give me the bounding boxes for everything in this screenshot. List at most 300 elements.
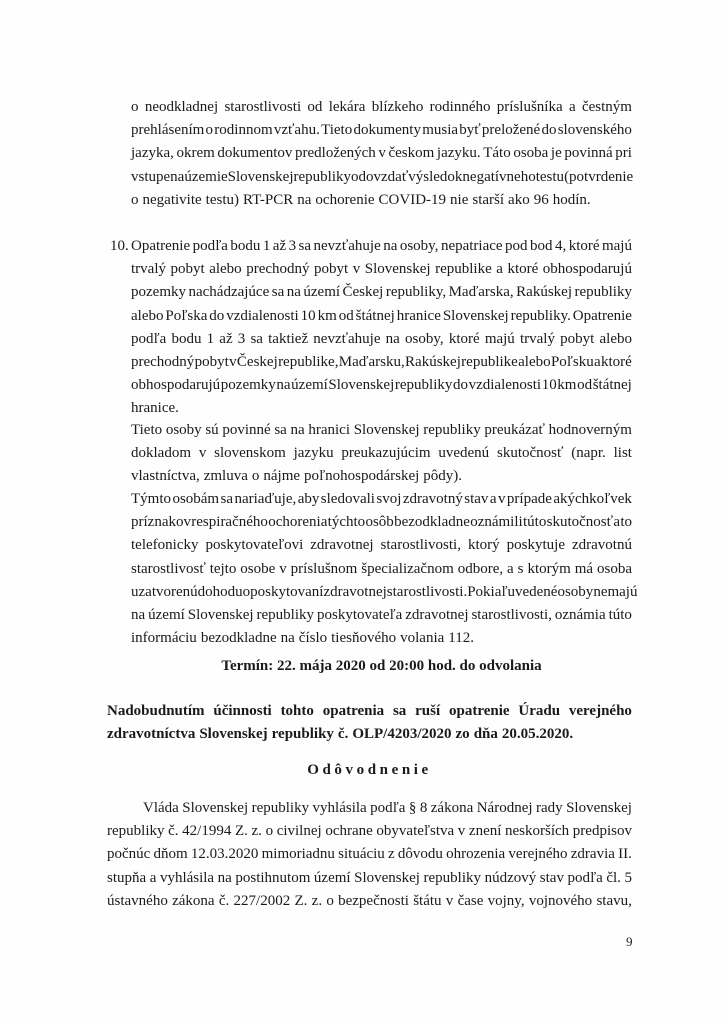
word: vstupe	[131, 168, 171, 185]
word: odbore,	[457, 560, 504, 577]
word: zdravotníctva	[107, 726, 196, 743]
word: dohodu	[197, 583, 243, 600]
word: republiky,	[385, 284, 447, 301]
word: rady	[535, 800, 563, 816]
word: pôdy).	[423, 468, 463, 485]
text-line	[131, 119, 632, 142]
word: štátnej	[592, 377, 632, 394]
word: republiky	[251, 800, 310, 816]
word: v	[352, 261, 361, 278]
word: na	[290, 422, 305, 438]
word: bodu	[171, 330, 202, 347]
word: stavu,	[596, 892, 632, 909]
word: je	[550, 145, 562, 162]
text-line	[107, 867, 632, 890]
word: Opatrenie	[572, 307, 632, 324]
word: z.	[251, 823, 262, 840]
word: km	[317, 307, 337, 324]
text-line	[131, 281, 632, 304]
word: obhospodarujú	[131, 377, 221, 394]
word: zmluva	[203, 468, 248, 485]
word: republike	[435, 261, 492, 278]
word: od	[307, 99, 323, 115]
word: na	[297, 191, 312, 208]
text-line	[131, 96, 632, 119]
repeal-notice	[107, 700, 632, 746]
word: tohto	[280, 703, 314, 719]
text-line	[131, 604, 632, 627]
word: ústavného	[107, 892, 168, 909]
word: povinné	[222, 422, 271, 438]
word: príznakov	[131, 514, 191, 531]
word: ktorý	[467, 537, 500, 554]
word: sa	[274, 422, 287, 438]
word: nachádzajúce	[188, 284, 270, 301]
word: alebo	[518, 353, 551, 370]
text-line	[131, 419, 632, 442]
word: bodu	[230, 238, 261, 254]
word: uvedenú	[438, 445, 490, 462]
word: prechodný	[131, 353, 195, 370]
word: 12.03.2020	[190, 846, 259, 863]
word: podľa	[567, 869, 603, 886]
justification-paragraph	[107, 797, 632, 913]
word: obyvateľstva	[376, 823, 455, 840]
word: starší	[472, 191, 505, 208]
word: telefonicky	[131, 537, 199, 554]
word: znení	[468, 823, 502, 840]
word: republiky	[107, 823, 165, 840]
word: ktoré	[601, 353, 632, 370]
word: bezpečnosti	[338, 892, 409, 909]
word: prechodný	[246, 261, 310, 278]
word: aby	[297, 491, 320, 507]
word: zákona	[172, 892, 215, 909]
word: nepatriace	[440, 238, 503, 254]
word: ochorenia	[268, 514, 328, 531]
word: pozemky	[220, 377, 276, 394]
word: zdravotnej	[323, 583, 387, 600]
text-line	[131, 397, 632, 420]
word: majú	[601, 238, 632, 254]
word: ochrane	[325, 823, 373, 840]
word: Úradu	[518, 703, 561, 719]
word: republike	[461, 353, 518, 370]
word: 96	[533, 191, 549, 208]
word: alebo	[131, 307, 164, 324]
word: a	[613, 514, 621, 531]
word: starostlivosti.	[386, 583, 468, 600]
word: zdravotnej	[310, 537, 374, 554]
word: Maďarska,	[448, 284, 514, 301]
word: alebo	[209, 261, 242, 278]
word: až	[219, 330, 233, 347]
word: povinná	[564, 145, 613, 162]
word: Pokiaľ	[467, 583, 508, 600]
word: na	[170, 168, 185, 185]
word: alebo	[599, 330, 632, 347]
word: osobe	[240, 560, 276, 577]
word: dôvodu	[397, 846, 443, 863]
item-10-paragraph-3	[131, 488, 638, 650]
word: Slovenskej	[566, 800, 632, 816]
word: Táto	[483, 145, 511, 162]
word: testu	[535, 168, 565, 185]
word: Slovenskej	[364, 261, 431, 278]
word: poskytuje	[506, 537, 565, 554]
word: osoba	[596, 560, 632, 577]
word: oznámili	[470, 514, 523, 531]
word: prípade	[506, 491, 552, 507]
word: Rakúskej	[516, 284, 572, 301]
text-line	[131, 465, 632, 488]
word: vzdialenosti	[226, 307, 299, 324]
word: hranice	[396, 307, 441, 324]
word: COVID-19	[378, 191, 447, 208]
word: republiky	[423, 422, 481, 438]
word: na	[385, 330, 400, 347]
text-line	[131, 558, 632, 581]
word: predložených	[295, 145, 376, 162]
justification-heading: Odôvodnenie	[307, 762, 432, 778]
word: do	[541, 122, 557, 139]
word: do	[452, 377, 468, 394]
word: 112.	[448, 630, 474, 647]
word: hranice.	[131, 400, 179, 417]
word: volania	[400, 630, 445, 647]
word: republiky	[423, 869, 482, 886]
word: v	[229, 353, 237, 370]
word: a	[594, 353, 601, 370]
word: 8	[419, 800, 428, 816]
word: a	[568, 99, 576, 115]
word: Českej	[342, 284, 384, 301]
word: v	[497, 491, 506, 507]
word: uvedené	[507, 583, 558, 600]
word: o	[131, 99, 139, 115]
word: pri	[615, 145, 632, 162]
word: českom	[388, 145, 435, 162]
word: rodinnom	[214, 122, 273, 139]
word: 1	[206, 330, 215, 347]
text-line	[107, 723, 632, 746]
text-line	[131, 511, 632, 534]
word: ktoré	[568, 238, 600, 254]
word: č.	[218, 892, 230, 909]
word: na	[383, 238, 398, 254]
word: §	[408, 800, 417, 816]
word: preukázať	[484, 422, 545, 438]
word: dňom	[153, 846, 188, 863]
word: vojnového	[528, 892, 593, 909]
word: 3	[237, 330, 246, 347]
text-line	[131, 166, 632, 189]
word: z.	[311, 892, 323, 909]
text-line	[131, 305, 632, 328]
word: území	[303, 284, 341, 301]
word: zdravotný	[402, 491, 463, 507]
word: to	[620, 514, 632, 531]
text-line	[131, 488, 632, 511]
word: núdzový	[484, 869, 537, 886]
word: neodkladnej	[144, 99, 219, 115]
word: 20.05.2020.	[501, 726, 574, 743]
word: Poľsku	[550, 353, 594, 370]
word: čestným	[581, 99, 632, 115]
word: príslušníka	[496, 99, 563, 115]
word: stav	[464, 491, 489, 507]
word: Z.	[234, 823, 248, 840]
word: Českej	[236, 353, 278, 370]
word: o	[265, 823, 274, 840]
word: nie	[450, 191, 469, 208]
word: o	[131, 191, 139, 208]
word: ochorenie	[315, 191, 375, 208]
word: Slovenskej	[354, 869, 420, 886]
word: (napr.	[571, 445, 606, 462]
word: republike,	[278, 353, 339, 370]
word: pobyt	[170, 261, 205, 278]
word: 10	[541, 377, 557, 394]
word: osobám	[172, 491, 220, 507]
word: na	[286, 284, 301, 301]
word: taktiež	[268, 330, 309, 347]
word: od	[338, 307, 354, 324]
word: akýchkoľvek	[553, 491, 632, 507]
word: a	[489, 491, 497, 507]
text-line	[131, 328, 632, 351]
word: starostlivosti,	[471, 606, 552, 623]
word: pobyt	[314, 261, 349, 278]
word: odovzdať	[351, 168, 409, 185]
word: preložené	[481, 122, 541, 139]
word: verejného	[568, 703, 632, 719]
word: ruší	[415, 703, 441, 719]
word: účinnosti	[213, 703, 272, 719]
term-line: Termín: 22. mája 2020 od 20:00 hod. do odvolania	[221, 658, 542, 674]
word: musia	[422, 122, 459, 139]
word: opatrenia	[322, 703, 385, 719]
word: situáciu	[338, 846, 385, 863]
word: tejto	[209, 560, 237, 577]
word: v	[457, 823, 466, 840]
word: v	[198, 445, 207, 462]
word: vzťahu.	[273, 122, 320, 139]
word: obhospodarujú	[542, 261, 632, 278]
word: blízkeho	[371, 99, 424, 115]
word: Tieto	[131, 422, 163, 438]
word: dňa	[473, 726, 498, 743]
word: trvalý	[131, 261, 166, 278]
word: sa	[271, 284, 285, 301]
word: Z.	[294, 892, 308, 909]
word: zákona	[430, 800, 474, 816]
word: jazyka,	[131, 145, 174, 162]
word: skutočnosť	[497, 445, 564, 462]
word: dokladom	[131, 445, 191, 462]
word: zdravia	[570, 846, 615, 863]
word: starostlivosti,	[380, 537, 461, 554]
word: podľa	[370, 800, 406, 816]
word: od	[577, 377, 593, 394]
word: nevzťahuje	[313, 238, 381, 254]
word: Vláda	[143, 800, 179, 816]
word: na	[131, 606, 146, 623]
word: sú	[205, 422, 219, 438]
word: Maďarsku,	[338, 353, 405, 370]
word: 227/2002	[233, 892, 291, 909]
text-line	[107, 820, 632, 843]
word: počnúc	[107, 846, 151, 863]
word: km	[557, 377, 577, 394]
word: 5	[624, 869, 632, 886]
word: byť	[459, 122, 481, 139]
word: respiračného	[191, 514, 268, 531]
word: Slovenskej	[328, 377, 395, 394]
word: Slovenskej	[187, 606, 254, 623]
word: republiky	[574, 284, 632, 301]
word: nariaďuje,	[234, 491, 297, 507]
word: čl.	[606, 869, 621, 886]
word: starostlivosť	[131, 560, 206, 577]
word: príslušnom	[290, 560, 358, 577]
text-line	[131, 442, 632, 465]
word: až	[272, 238, 287, 254]
word: podľa	[131, 330, 167, 347]
text-line	[131, 627, 632, 650]
word: osoby	[557, 583, 594, 600]
word: území	[148, 606, 185, 623]
word: Slovenskej	[442, 307, 509, 324]
word: Týmto	[131, 491, 171, 507]
word: republiky.	[510, 307, 571, 324]
word: ktorým	[527, 560, 571, 577]
word: o	[205, 122, 214, 139]
word: Poľska	[165, 307, 208, 324]
word: štátu	[413, 892, 442, 909]
word: na	[217, 869, 232, 886]
word: poľnohospodárskej	[304, 468, 420, 485]
word: sledovali	[320, 491, 375, 507]
text-line	[131, 374, 632, 397]
word: trvalý	[519, 330, 555, 347]
word: opatrenie	[448, 703, 510, 719]
word: týchto	[327, 514, 366, 531]
word: a	[507, 560, 514, 577]
word: poskytovateľovi	[205, 537, 304, 554]
word: list	[613, 445, 632, 462]
word: z	[388, 846, 395, 863]
word: Tieto	[321, 122, 353, 139]
word: sa	[298, 238, 312, 254]
word: č.	[168, 823, 179, 840]
word: špecializačnom	[361, 560, 454, 577]
word: hodín.	[552, 191, 591, 208]
word: bod	[530, 238, 553, 254]
word: o	[326, 892, 334, 909]
item-9-continuation	[131, 96, 632, 212]
word: túto	[523, 514, 547, 531]
word: Slovenskej	[353, 422, 420, 438]
word: starostlivosti	[224, 99, 302, 115]
word: nevzťahuje	[313, 330, 381, 347]
word: negatívneho	[462, 168, 536, 185]
word: územie	[184, 168, 228, 185]
text-line	[131, 258, 632, 281]
word: prehlásením	[131, 122, 205, 139]
item-10-number: 10.	[110, 238, 129, 254]
word: na	[276, 377, 291, 394]
word: území	[313, 869, 351, 886]
word: výsledok	[408, 168, 463, 185]
word: 4,	[554, 238, 567, 254]
word: jazyku	[293, 445, 334, 462]
word: 3	[288, 238, 297, 254]
word: poskytovateľa	[316, 606, 403, 623]
word: zdravotnú	[571, 537, 632, 554]
word: ako	[508, 191, 530, 208]
word: sa	[250, 330, 263, 347]
word: (potvrdenie	[564, 168, 634, 185]
word: predpisov	[572, 823, 632, 840]
word: v	[378, 145, 386, 162]
word: pozemky	[131, 284, 186, 301]
text-line	[131, 351, 632, 374]
word: osoby,	[405, 330, 444, 347]
word: Slovenskej	[182, 800, 249, 816]
word: preukazujúcim	[341, 445, 431, 462]
word: má	[574, 560, 594, 577]
word: skutočnosť	[546, 514, 614, 531]
word: vlastníctva,	[131, 468, 200, 485]
word: tiesňového	[331, 630, 397, 647]
word: verejného	[508, 846, 568, 863]
word: RT-PCR	[242, 191, 294, 208]
word: osoba	[513, 145, 549, 162]
text-line	[107, 700, 632, 723]
word: hodnoverným	[548, 422, 632, 438]
word: osoby,	[399, 238, 439, 254]
word: svoj	[376, 491, 402, 507]
word: republiky	[394, 377, 453, 394]
word: o	[251, 468, 260, 485]
word: a	[149, 869, 157, 886]
word: Slovenskej	[199, 726, 268, 743]
word: stupňa	[107, 869, 147, 886]
word: štátnej	[355, 307, 395, 324]
word: vyhlásila	[312, 800, 367, 816]
text-line	[107, 890, 632, 913]
word: čase	[457, 892, 484, 909]
text-line	[143, 797, 632, 820]
word: v	[279, 560, 287, 577]
word: číslo	[298, 630, 328, 647]
word: o	[242, 583, 251, 600]
word: slovenského	[557, 122, 632, 139]
word: ktoré	[448, 330, 480, 347]
word: túto	[608, 606, 632, 623]
word: OLP/4203/2020	[352, 726, 452, 743]
word: nájme	[263, 468, 301, 485]
word: č.	[337, 726, 349, 743]
word: ktoré	[507, 261, 539, 278]
word: sa	[392, 703, 407, 719]
word: území	[291, 377, 328, 394]
text-line	[131, 581, 638, 604]
word: vojny,	[487, 892, 525, 909]
word: v	[445, 892, 454, 909]
word: bezodkladne	[200, 630, 277, 647]
